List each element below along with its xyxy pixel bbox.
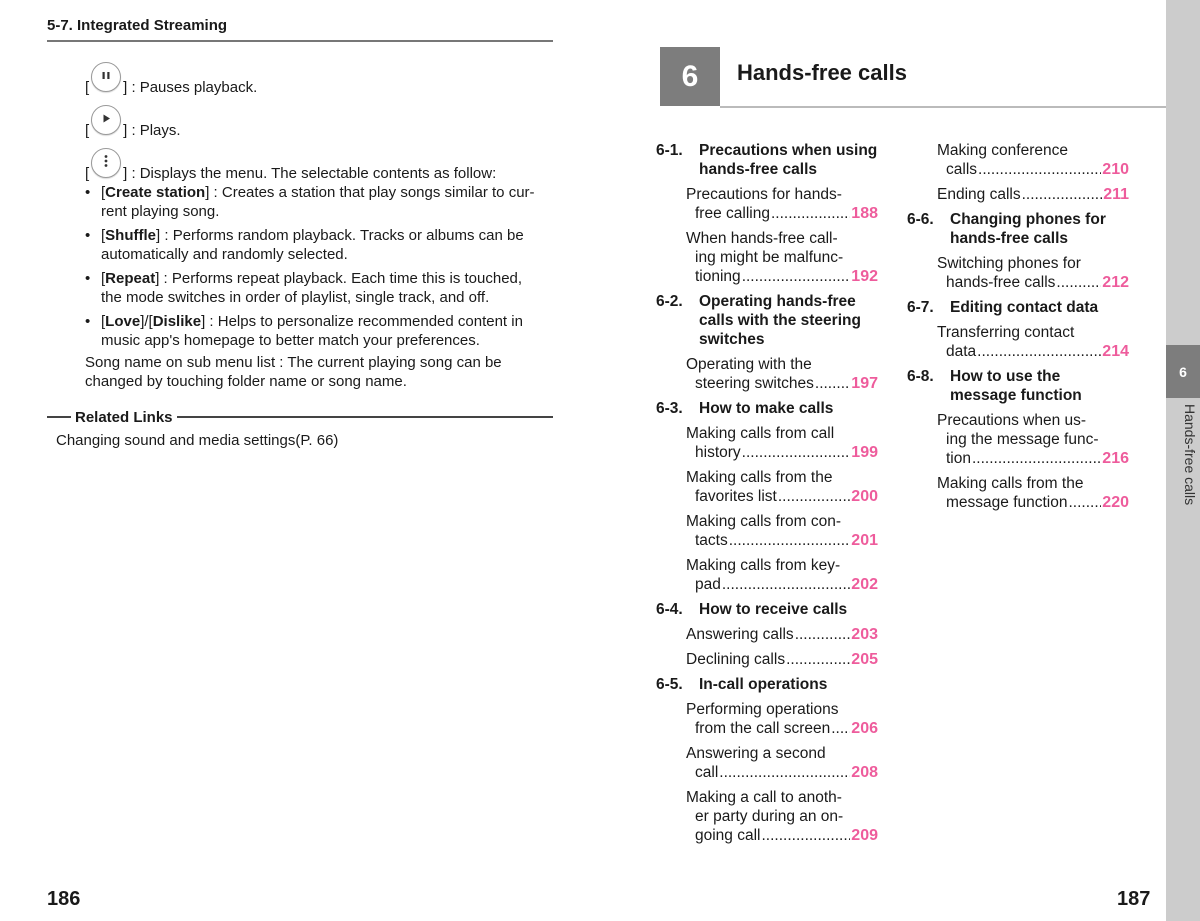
toc-entry-text: from the call screen	[695, 720, 831, 737]
dot-leader	[1022, 185, 1103, 204]
toc-column-2	[907, 141, 1129, 518]
toc-section-title: Editing contact data	[950, 299, 1099, 316]
toc-entry-last-line	[686, 826, 878, 845]
toc-entry[interactable]	[937, 411, 1129, 468]
dot-leader	[815, 374, 850, 393]
toc-page-ref[interactable]: 216	[1102, 450, 1129, 467]
toc-section-title: How to use the message function	[950, 368, 1082, 404]
list-item: • [Love]/[Dislike] : Helps to personalize recommended content in music app's homepage to better match your preferences.	[85, 313, 523, 349]
toc-entry-line: er party during an on-	[695, 808, 844, 825]
toc-page-ref[interactable]: 210	[1102, 161, 1129, 178]
toc-entry[interactable]	[686, 650, 878, 669]
dot-leader	[778, 487, 850, 506]
toc-entry-text: free calling	[695, 205, 770, 222]
toc-entry-line: ing the message func-	[946, 431, 1099, 448]
list-item: • [Shuffle] : Performs random playback. Tracks or albums can be automatically and randomly selected.	[85, 227, 524, 263]
toc-section-title: How to make calls	[699, 400, 834, 417]
toc-entry[interactable]	[686, 355, 878, 393]
toc-entry[interactable]	[686, 788, 878, 845]
toc-entry-text: tacts	[695, 532, 728, 549]
toc-entry[interactable]	[686, 512, 878, 550]
toc-entry[interactable]	[686, 185, 878, 223]
toc-section-number: 6-7.	[907, 299, 934, 316]
toc-entry[interactable]	[937, 323, 1129, 361]
page-number-right: 187	[1117, 888, 1151, 910]
toc-section-title: Operating hands-free calls with the steering switches	[699, 293, 861, 348]
side-tab-number[interactable]: 6	[1166, 345, 1200, 398]
toc-page-ref[interactable]: 206	[851, 720, 878, 737]
toc-entry[interactable]	[686, 468, 878, 506]
toc-page-ref[interactable]: 212	[1102, 274, 1129, 291]
toc-entry-line: Switching phones for	[937, 255, 1081, 272]
list-item: • [Repeat] : Performs repeat playback. Each time this is touched, the mode switches in order of playlist, single track, and off.	[85, 270, 523, 306]
dot-leader	[729, 531, 851, 550]
toc-section-number: 6-4.	[656, 601, 683, 618]
toc-entry[interactable]	[937, 474, 1129, 512]
toc-page-ref[interactable]: 200	[851, 488, 878, 505]
dot-leader	[972, 449, 1101, 468]
toc-section[interactable]	[656, 675, 878, 694]
more-vertical-icon	[91, 148, 121, 178]
toc-entry[interactable]	[686, 700, 878, 738]
toc-entry-text: favorites list	[695, 488, 777, 505]
toc-section-title: Precautions when using hands-free calls	[699, 142, 878, 178]
toc-entry-last-line	[937, 160, 1129, 179]
toc-entry-line: Making calls from call	[686, 425, 835, 442]
pause-description: [ ] : Pauses playback.	[85, 72, 257, 102]
dot-leader	[762, 826, 851, 845]
toc-entry-last-line	[686, 204, 878, 223]
dot-leader	[977, 342, 1101, 361]
toc-entry-text: call	[695, 764, 719, 781]
toc-entry-text: data	[946, 343, 977, 360]
toc-section-title: In-call operations	[699, 676, 828, 693]
toc-page-ref[interactable]: 208	[851, 764, 878, 781]
toc-section-number: 6-5.	[656, 676, 683, 693]
dot-leader	[742, 443, 851, 462]
toc-section[interactable]	[907, 298, 1129, 317]
toc-entry-text: Ending calls	[937, 186, 1021, 203]
toc-entry[interactable]	[937, 141, 1129, 179]
related-links-header: Related Links	[47, 407, 553, 427]
toc-section-number: 6-2.	[656, 293, 683, 310]
toc-entry[interactable]	[686, 625, 878, 644]
play-icon	[91, 105, 121, 135]
toc-entry-line: Performing operations	[686, 701, 839, 718]
menu-description: [ ] : Displays the menu. The selectable contents as follow:	[85, 158, 496, 188]
dot-leader	[1056, 273, 1101, 292]
toc-entry-line: When hands-free call-	[686, 230, 838, 247]
toc-entry-text: message function	[946, 494, 1068, 511]
toc-section[interactable]	[907, 210, 1129, 248]
section-header: 5-7. Integrated Streaming	[47, 17, 553, 42]
toc-page-ref[interactable]: 201	[851, 532, 878, 549]
toc-entry-line: Making a call to anoth-	[686, 789, 842, 806]
toc-entry[interactable]	[686, 229, 878, 286]
toc-section-number: 6-6.	[907, 211, 934, 228]
dot-leader	[722, 575, 850, 594]
toc-section-number: 6-3.	[656, 400, 683, 417]
divider	[177, 416, 553, 418]
list-item: • [Create station] : Creates a station that play songs similar to cur-rent playing song.	[85, 184, 535, 220]
toc-entry-text: hands-free calls	[946, 274, 1056, 291]
toc-entry-line: Making calls from con-	[686, 513, 842, 530]
toc-entry-last-line	[686, 374, 878, 393]
toc-section-title: Changing phones for hands-free calls	[950, 211, 1106, 247]
toc-entry-last-line	[937, 342, 1129, 361]
dot-leader	[831, 719, 850, 738]
toc-section[interactable]	[656, 141, 878, 179]
toc-page-ref[interactable]: 209	[851, 827, 878, 844]
toc-entry-line: Making calls from the	[937, 475, 1084, 492]
toc-entry-line: Operating with the	[686, 356, 812, 373]
page-number-left: 186	[47, 888, 81, 910]
right-page	[600, 0, 1200, 921]
dot-leader	[719, 763, 850, 782]
toc-entry-text: tioning	[695, 268, 741, 285]
divider	[47, 416, 71, 418]
toc-entry-text: Declining calls	[686, 651, 786, 668]
toc-entry-text: Answering calls	[686, 626, 794, 643]
chapter-number: 6	[660, 47, 720, 106]
toc-entry-last-line	[686, 625, 878, 644]
song-name-note: Song name on sub menu list : The current playing song can be changed by touching folder name or song name.	[85, 354, 502, 390]
toc-entry-text: calls	[946, 161, 978, 178]
toc-entry-last-line	[686, 763, 878, 782]
toc-entry-text: going call	[695, 827, 761, 844]
toc-page-ref[interactable]: 220	[1102, 494, 1129, 511]
dot-leader	[742, 267, 851, 286]
toc-entry-line: ing might be malfunc-	[695, 249, 844, 266]
menu-options-list	[85, 183, 545, 355]
dot-leader	[1069, 493, 1102, 512]
toc-section[interactable]	[656, 292, 878, 349]
toc-entry-line: Making calls from the	[686, 469, 833, 486]
dot-leader	[795, 625, 851, 644]
toc-page-ref[interactable]: 205	[851, 651, 878, 668]
toc-entry-last-line	[686, 719, 878, 738]
play-description: [ ] : Plays.	[85, 115, 181, 145]
toc-entry[interactable]	[686, 556, 878, 594]
toc-entry-last-line	[686, 443, 878, 462]
toc-entry-last-line	[686, 487, 878, 506]
toc-section-number: 6-1.	[656, 142, 683, 159]
toc-page-ref[interactable]: 214	[1102, 343, 1129, 360]
toc-entry-text: history	[695, 444, 741, 461]
toc-entry-line: Transferring contact	[937, 324, 1075, 341]
side-tab-label: Hands-free calls	[1182, 404, 1198, 506]
chapter-title: Hands-free calls	[737, 60, 907, 85]
toc-entry-line: Making calls from key-	[686, 557, 841, 574]
toc-entry[interactable]	[686, 424, 878, 462]
toc-page-ref[interactable]: 202	[851, 576, 878, 593]
toc-section[interactable]	[656, 600, 878, 619]
dot-leader	[771, 204, 850, 223]
toc-entry[interactable]	[937, 254, 1129, 292]
toc-entry-text: tion	[946, 450, 971, 467]
dot-leader	[786, 650, 850, 669]
toc-section-title: How to receive calls	[699, 601, 848, 618]
toc-entry-last-line	[686, 575, 878, 594]
dot-leader	[978, 160, 1101, 179]
toc-page-ref[interactable]: 188	[851, 205, 878, 222]
pause-icon	[91, 62, 121, 92]
toc-entry[interactable]	[686, 744, 878, 782]
toc-entry-last-line	[937, 449, 1129, 468]
toc-entry-last-line	[686, 650, 878, 669]
toc-section[interactable]	[907, 367, 1129, 405]
toc-page-ref[interactable]: 203	[851, 626, 878, 643]
toc-entry-last-line	[686, 267, 878, 286]
toc-page-ref[interactable]: 211	[1103, 186, 1129, 203]
toc-column-1	[656, 141, 878, 851]
toc-page-ref[interactable]: 199	[851, 444, 878, 461]
toc-entry[interactable]	[937, 185, 1129, 204]
toc-page-ref[interactable]: 197	[851, 375, 878, 392]
toc-section[interactable]	[656, 399, 878, 418]
divider	[720, 106, 1166, 108]
toc-entry-line: Precautions when us-	[937, 412, 1087, 429]
toc-entry-text: steering switches	[695, 375, 814, 392]
toc-page-ref[interactable]: 192	[851, 268, 878, 285]
toc-entry-last-line	[937, 493, 1129, 512]
toc-section-number: 6-8.	[907, 368, 934, 385]
toc-entry-line: Answering a second	[686, 745, 826, 762]
toc-entry-line: Making conference	[937, 142, 1068, 159]
related-link[interactable]: Changing sound and media settings(P. 66)	[56, 432, 339, 449]
toc-entry-last-line	[937, 185, 1129, 204]
toc-entry-last-line	[686, 531, 878, 550]
toc-entry-line: Precautions for hands-	[686, 186, 842, 203]
toc-entry-last-line	[937, 273, 1129, 292]
toc-entry-text: pad	[695, 576, 721, 593]
